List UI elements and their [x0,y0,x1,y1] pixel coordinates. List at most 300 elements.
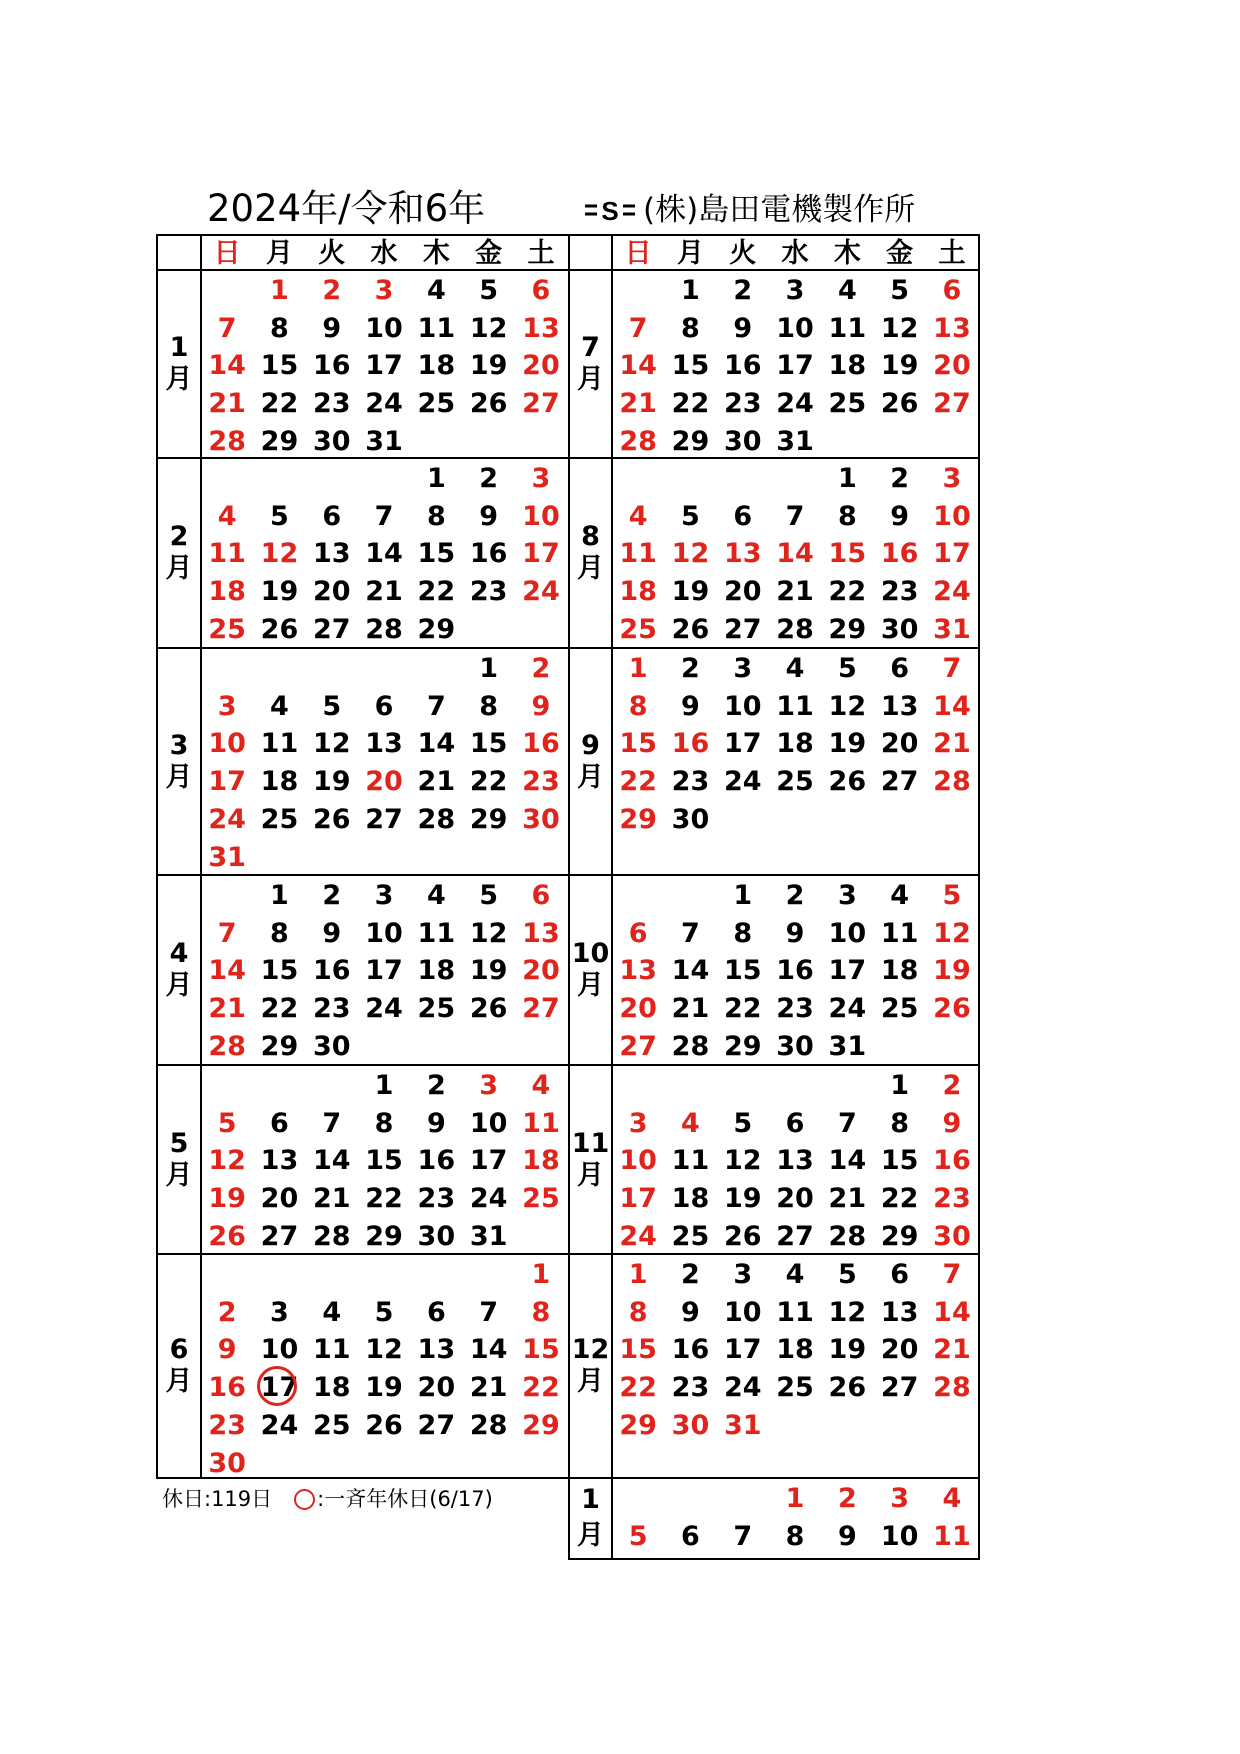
day-cell: 5 [681,500,700,532]
day-cell: 9 [733,312,753,344]
day-cell: 26 [312,803,351,835]
day-cell: 14 [933,1296,971,1328]
day-cell: 24 [723,1372,762,1404]
month-label-text: 2 月 [165,521,193,584]
day-cell: 6 [374,690,394,722]
day-cell: 8 [628,690,648,722]
day-cell: 7 [322,1107,342,1139]
day-cell: 28 [828,1220,867,1252]
day-cell: 6 [890,653,910,684]
day-cell: 25 [880,993,919,1025]
day-cell: 24 [723,766,762,798]
day-cell: 11 [312,1334,351,1366]
day-cell: 6 [531,275,551,306]
day-cell: 29 [522,1409,560,1441]
day-cell: 16 [880,538,919,570]
day-cell: 2 [733,275,753,306]
day-cell: 10 [469,1107,508,1139]
month-label [569,1334,612,1398]
day-cell: 4 [322,1296,342,1328]
day-cell: 29 [417,613,456,645]
day-cell: 27 [880,1372,919,1404]
day-cell: 25 [671,1220,710,1252]
day-cell: 6 [942,275,962,306]
day-cell: 24 [365,388,403,420]
month-label [157,521,201,585]
day-cell: 31 [365,425,403,457]
day-cell: 1 [837,463,857,494]
day-cell: 3 [531,463,551,494]
month-label [157,730,201,794]
day-cell: 25 [828,388,867,420]
month-label [157,1128,201,1192]
day-cell: 25 [776,766,814,798]
day-cell: 24 [933,576,971,608]
day-cell: 1 [479,653,499,684]
day-cell: 26 [469,388,508,420]
day-cell: 14 [619,350,657,382]
day-cell: 26 [933,993,971,1025]
day-cell: 20 [522,955,560,987]
day-cell: 19 [312,766,351,798]
day-cell: 24 [260,1409,299,1441]
day-cell: 12 [723,1145,762,1177]
day-cell: 17 [723,1334,762,1366]
day-cell: 16 [417,1145,456,1177]
day-cell: 12 [365,1334,403,1366]
weekday-header: 水 [370,238,398,269]
day-cell: 12 [312,728,351,760]
day-cell: 26 [365,1409,403,1441]
day-cell: 15 [828,538,867,570]
day-cell: 25 [260,803,299,835]
day-cell: 27 [933,388,971,420]
day-cell: 10 [260,1334,299,1366]
day-cell: 8 [628,1296,648,1328]
day-cell: 18 [619,576,657,608]
month-label-text: 12 月 [571,1334,610,1397]
day-cell: 11 [776,1296,814,1328]
day-cell: 21 [208,993,246,1025]
month-label-text: 3 月 [165,729,193,793]
weekday-header: 火 [318,238,346,269]
day-cell: 31 [776,425,814,457]
day-cell: 29 [260,1030,299,1062]
day-cell: 3 [890,1483,910,1514]
day-cell: 12 [671,538,710,570]
day-cell: 3 [733,1259,753,1290]
day-cell: 23 [312,993,351,1025]
day-cell: 30 [723,425,762,457]
day-cell: 24 [619,1220,657,1252]
day-cell: 25 [208,613,246,645]
day-cell: 14 [828,1145,867,1177]
day-cell: 21 [933,728,971,760]
month-label-text: 10 月 [571,938,610,1001]
day-cell: 24 [776,388,814,420]
day-cell: 4 [785,1259,805,1290]
day-cell: 15 [880,1145,919,1177]
day-cell: 9 [531,690,551,722]
month-label-text: 5 月 [165,1127,193,1191]
day-cell: 29 [671,425,710,457]
day-cell: 1 [890,1070,910,1101]
day-cell: 22 [260,993,299,1025]
day-cell: 2 [681,1259,700,1290]
day-cell: 22 [365,1183,403,1215]
day-cell: 31 [208,841,246,873]
day-cell: 11 [522,1107,560,1139]
day-cell: 29 [619,1409,657,1441]
weekday-header: 日 [624,238,652,269]
day-cell: 7 [942,653,962,684]
day-cell: 2 [942,1070,962,1101]
day-cell: 6 [785,1107,805,1139]
day-cell: 1 [270,275,289,306]
day-cell: 9 [890,500,910,532]
day-cell: 22 [417,576,456,608]
day-cell: 15 [723,955,762,987]
day-cell: 26 [671,613,710,645]
day-cell: 10 [365,917,403,949]
day-cell: 4 [531,1070,551,1101]
day-cell: 12 [208,1145,246,1177]
day-cell: 31 [469,1220,508,1252]
day-cell: 14 [312,1145,351,1177]
day-cell: 5 [479,880,499,911]
day-cell: 6 [531,880,551,911]
weekday-header: 日 [213,238,241,269]
day-cell: 30 [522,803,560,835]
day-cell: 31 [933,613,971,645]
day-cell: 16 [671,728,710,760]
day-cell: 5 [942,880,962,911]
day-cell: 15 [365,1145,403,1177]
day-cell: 1 [733,880,753,911]
day-cell: 8 [785,1520,805,1552]
day-cell: 8 [270,917,289,949]
day-cell: 27 [723,613,762,645]
day-cell: 4 [628,500,648,532]
day-cell: 21 [365,576,403,608]
day-cell: 7 [217,312,237,344]
day-cell: 23 [880,576,919,608]
holiday-count: 休日:119日 [162,1487,273,1511]
day-cell: 19 [365,1372,403,1404]
day-cell: 10 [880,1520,919,1552]
day-cell: 27 [260,1220,299,1252]
day-cell: 18 [776,1334,814,1366]
day-cell: 8 [531,1296,551,1328]
day-cell: 25 [312,1409,351,1441]
day-cell: 13 [880,690,919,722]
day-cell: 30 [671,803,710,835]
day-cell: 3 [785,275,805,306]
day-cell: 11 [417,312,456,344]
day-cell: 7 [374,500,394,532]
day-cell: 28 [312,1220,351,1252]
day-cell: 9 [217,1334,237,1366]
day-cell: 5 [890,275,910,306]
day-cell: 1 [531,1259,551,1290]
day-cell: 11 [828,312,867,344]
day-cell: 27 [880,766,919,798]
calendar-title: 2024年/令和6年 [207,187,486,230]
day-cell: 13 [619,955,657,987]
weekday-header: 月 [265,238,293,269]
day-cell: 18 [776,728,814,760]
day-cell: 1 [628,653,648,684]
day-cell: 28 [365,613,403,645]
day-cell: 21 [828,1183,867,1215]
day-cell: 22 [723,993,762,1025]
day-cell: 1 [270,880,289,911]
weekday-header: 木 [833,238,861,269]
day-cell: 15 [260,955,299,987]
day-cell: 3 [374,275,394,306]
day-cell: 9 [837,1520,857,1552]
day-cell: 1 [628,1259,648,1290]
day-cell: 5 [837,653,857,684]
day-cell: 17 [365,350,403,382]
day-cell: 8 [837,500,857,532]
day-cell: 19 [880,350,919,382]
day-cell: 5 [217,1107,237,1139]
day-cell: 17 [469,1145,508,1177]
day-cell: 10 [723,1296,762,1328]
day-cell: 12 [260,538,299,570]
day-cell: 13 [880,1296,919,1328]
day-cell: 24 [208,803,246,835]
day-cell: 11 [776,690,814,722]
day-cell: 13 [723,538,762,570]
day-cell: 28 [933,1372,971,1404]
month-label [569,938,612,1002]
day-cell: 8 [374,1107,394,1139]
day-cell: 16 [312,955,351,987]
month-label [569,332,612,396]
day-cell: 14 [933,690,971,722]
day-cell: 27 [417,1409,456,1441]
day-cell: 4 [270,690,289,722]
day-cell: 25 [619,613,657,645]
day-cell: 13 [312,538,351,570]
day-cell: 31 [828,1030,867,1062]
month-label-text: 4 月 [165,938,193,1001]
day-cell: 8 [270,312,289,344]
day-cell: 9 [322,917,342,949]
day-cell: 7 [837,1107,857,1139]
day-cell: 15 [469,728,508,760]
day-cell: 30 [671,1409,710,1441]
day-cell: 16 [312,350,351,382]
day-cell: 4 [426,880,446,911]
day-cell: 28 [208,1030,246,1062]
month-label-text: 1 月 [165,332,193,395]
day-cell: 12 [828,690,867,722]
day-cell: 21 [417,766,456,798]
day-cell: 11 [933,1520,971,1552]
day-cell: 8 [733,917,753,949]
day-cell: 21 [208,388,246,420]
month-label [157,938,201,1002]
day-cell: 5 [628,1520,648,1552]
day-cell: 5 [322,690,342,722]
day-cell: 15 [417,538,456,570]
day-cell: 23 [671,1372,710,1404]
day-cell: 17 [260,1372,299,1404]
day-cell: 18 [260,766,299,798]
day-cell: 11 [619,538,657,570]
month-label [157,1334,201,1398]
day-cell: 29 [723,1030,762,1062]
day-cell: 4 [217,500,237,532]
day-cell: 20 [619,993,657,1025]
day-cell: 17 [828,955,867,987]
day-cell: 18 [417,350,456,382]
day-cell: 6 [270,1107,289,1139]
day-cell: 3 [628,1107,648,1139]
month-label [569,730,612,794]
day-cell: 10 [619,1145,657,1177]
day-cell: 31 [723,1409,762,1441]
day-cell: 7 [785,500,805,532]
day-cell: 12 [469,917,508,949]
day-cell: 8 [681,312,700,344]
day-cell: 25 [522,1183,560,1215]
month-label [569,1128,612,1192]
day-cell: 5 [837,1259,857,1290]
day-cell: 24 [469,1183,508,1215]
day-cell: 27 [522,993,560,1025]
day-cell: 23 [933,1183,971,1215]
day-cell: 4 [785,653,805,684]
day-cell: 28 [619,425,657,457]
day-cell: 30 [417,1220,456,1252]
day-cell: 9 [681,1296,700,1328]
day-cell: 20 [365,766,403,798]
month-label-text: 9 月 [577,729,604,793]
day-cell: 26 [469,993,508,1025]
day-cell: 19 [828,1334,867,1366]
day-cell: 16 [469,538,508,570]
day-cell: 20 [880,1334,919,1366]
day-cell: 17 [365,955,403,987]
day-cell: 4 [426,275,446,306]
day-cell: 1 [374,1070,394,1101]
day-cell: 14 [671,955,710,987]
day-cell: 19 [671,576,710,608]
day-cell: 29 [828,613,867,645]
day-cell: 9 [942,1107,962,1139]
day-cell: 16 [671,1334,710,1366]
legend-text: :一斉年休日(6/17) [317,1487,493,1511]
day-cell: 18 [312,1372,351,1404]
day-cell: 8 [426,500,446,532]
day-cell: 10 [933,500,971,532]
day-cell: 29 [469,803,508,835]
day-cell: 6 [322,500,342,532]
day-cell: 2 [426,1070,446,1101]
day-cell: 23 [417,1183,456,1215]
day-cell: 15 [260,350,299,382]
day-cell: 17 [619,1183,657,1215]
day-cell: 20 [522,350,560,382]
day-cell: 21 [776,576,814,608]
day-cell: 13 [417,1334,456,1366]
day-cell: 15 [522,1334,560,1366]
circle-legend-icon [294,1489,315,1510]
day-cell: 19 [260,576,299,608]
day-cell: 6 [628,917,648,949]
day-cell: 21 [671,993,710,1025]
day-cell: 10 [723,690,762,722]
day-cell: 6 [733,500,753,532]
day-cell: 16 [776,955,814,987]
day-cell: 15 [619,728,657,760]
day-cell: 2 [322,880,342,911]
month-label [569,521,612,585]
day-cell: 3 [270,1296,289,1328]
day-cell: 5 [733,1107,753,1139]
day-cell: 19 [469,350,508,382]
day-cell: 14 [417,728,456,760]
day-cell: 12 [880,312,919,344]
day-cell: 6 [426,1296,446,1328]
day-cell: 8 [890,1107,910,1139]
day-cell: 4 [890,880,910,911]
day-cell: 22 [880,1183,919,1215]
day-cell: 25 [417,388,456,420]
day-cell: 18 [828,350,867,382]
day-cell: 14 [469,1334,508,1366]
day-cell: 30 [312,425,351,457]
day-cell: 9 [426,1107,446,1139]
day-cell: 10 [522,500,560,532]
day-cell: 5 [270,500,289,532]
day-cell: 30 [776,1030,814,1062]
day-cell: 28 [776,613,814,645]
day-cell: 3 [217,690,237,722]
day-cell: 23 [776,993,814,1025]
weekday-header: 火 [729,238,757,269]
day-cell: 24 [828,993,867,1025]
day-cell: 18 [417,955,456,987]
day-cell: 7 [217,917,237,949]
day-cell: 20 [776,1183,814,1215]
day-cell: 2 [479,463,499,494]
day-cell: 21 [312,1183,351,1215]
day-cell: 14 [208,955,246,987]
day-cell: 27 [522,388,560,420]
logo-letter: S [601,196,619,225]
day-cell: 24 [365,993,403,1025]
day-cell: 22 [671,388,710,420]
day-cell: 11 [671,1145,710,1177]
day-cell: 9 [322,312,342,344]
day-cell: 20 [417,1372,456,1404]
day-cell: 2 [531,653,551,684]
day-cell: 7 [681,917,700,949]
day-cell: 23 [469,576,508,608]
day-cell: 7 [479,1296,499,1328]
day-cell: 10 [365,312,403,344]
day-cell: 29 [260,425,299,457]
day-cell: 21 [469,1372,508,1404]
day-cell: 4 [942,1483,962,1514]
day-cell: 27 [619,1030,657,1062]
day-cell: 22 [619,1372,657,1404]
